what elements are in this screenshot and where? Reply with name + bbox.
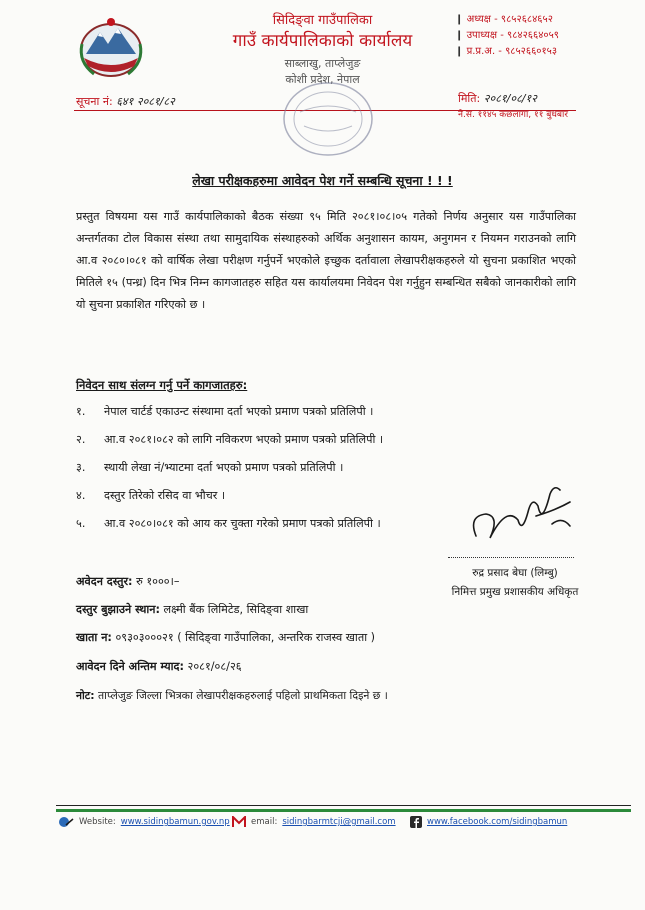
footer-website	[58, 816, 230, 828]
deadline-value: २०८१/०८/२६	[187, 660, 242, 673]
note-value: ताप्लेजुङ जिल्ला भित्रका लेखापरीक्षकहरुलाई पहिलो प्राथमिकता दिइने छ ।	[98, 689, 388, 702]
office-province: कोशी प्रदेश, नेपाल	[285, 73, 360, 86]
signature-line	[448, 557, 574, 558]
footer-facebook	[410, 816, 567, 828]
fee-label: अवेदन दस्तुर:	[76, 575, 133, 588]
footer-green-bar	[56, 809, 631, 812]
account-label: खाता न:	[76, 631, 112, 644]
office-name: गाउँ कार्यपालिकाको कार्यालय	[232, 31, 413, 51]
requirement-number: ५.	[76, 517, 86, 530]
requirement-item	[76, 460, 343, 475]
office-stamp	[278, 76, 378, 162]
requirement-item	[76, 432, 383, 447]
notice-note	[76, 688, 388, 703]
deadline-label: आवेदन दिने अन्तिम म्याद:	[76, 660, 184, 673]
requirement-number: ४.	[76, 489, 86, 502]
office-address: साब्लाखु, ताप्लेजुङ	[284, 57, 361, 70]
municipality-name: सिदिङ्वा गाउँपालिका	[272, 13, 373, 28]
date-label: मिति:	[458, 92, 481, 105]
website-link[interactable]: www.sidingbamun.gov.np	[120, 817, 230, 827]
contact-chairperson: ❙ अध्यक्ष - ९८५२६८४६५२	[455, 12, 559, 28]
contact-vice-chairperson: ❙ उपाध्यक्ष - ९८४२६६४०५९	[455, 28, 559, 44]
requirement-number: १.	[76, 405, 86, 418]
requirement-text: दस्तुर तिरेको रसिद वा भौचर ।	[104, 489, 226, 502]
website-label: Website:	[79, 817, 116, 827]
facebook-link[interactable]: www.facebook.com/sidingbamun	[427, 817, 568, 827]
mail-icon	[232, 816, 246, 828]
signature-scribble	[466, 476, 578, 558]
requirement-text: आ.व २०८०।०८१ को आय कर चुक्ता गरेको प्रमाण पत्रको प्रतिलिपी ।	[104, 517, 381, 530]
contact-cao: ❙ प्र.प्र.अ. - ९८५२६६०१५३	[455, 44, 559, 60]
requirements-title: निवेदन साथ संलग्न गर्नु पर्ने कागजातहरु:	[76, 378, 248, 392]
requirement-item	[76, 404, 373, 419]
globe-icon	[58, 816, 74, 828]
note-label: नोट:	[76, 689, 95, 702]
email-link[interactable]: sidingbarmtcji@gmail.com	[282, 817, 396, 827]
account-number	[76, 630, 375, 645]
account-value: ०९३०३०००२१ ( सिदिङ्वा गाउँपालिका, अन्तरिक राजस्व खाता )	[115, 631, 376, 644]
application-fee	[76, 574, 179, 589]
bank-label: दस्तुर बुझाउने स्थान:	[76, 603, 160, 616]
requirement-number: ३.	[76, 461, 86, 474]
email-label: email:	[251, 817, 278, 827]
signatory-title: निमित्त प्रमुख प्रशासकीय अधिकृत	[451, 586, 579, 598]
signatory-name: रुद्र प्रसाद बेघा (लिम्बु)	[472, 567, 558, 579]
facebook-icon	[410, 816, 422, 828]
notice-subject: लेखा परीक्षकहरुमा आवेदन पेश गर्ने सम्बन्धि सूचना ! ! !	[192, 173, 453, 188]
notice-date	[458, 91, 537, 106]
application-deadline	[76, 659, 242, 674]
footer-divider	[56, 805, 631, 806]
fee-value: रु १०००।–	[136, 575, 180, 588]
requirement-text: स्थायी लेखा नं/भ्याटमा दर्ता भएको प्रमाण पत्रको प्रतिलिपी ।	[104, 461, 344, 474]
requirement-item	[76, 516, 381, 531]
requirement-number: २.	[76, 433, 86, 446]
date-value: २०८१/०८/१२	[483, 92, 537, 105]
notice-number	[76, 94, 175, 109]
footer-email	[232, 816, 396, 828]
requirement-text: आ.व २०८१।०८२ को लागि नविकरण भएको प्रमाण पत्रको प्रतिलिपी ।	[104, 433, 384, 446]
requirement-item	[76, 488, 225, 503]
requirement-text: नेपाल चार्टर्ड एकाउन्ट संस्थामा दर्ता भएको प्रमाण पत्रको प्रतिलिपी ।	[104, 405, 374, 418]
contact-list	[455, 12, 559, 60]
notice-number-value: ६४१ २०८१/८२	[116, 95, 175, 108]
notice-number-label: सूचना नं:	[76, 95, 113, 108]
notice-body: प्रस्तुत विषयमा यस गाउँ कार्यपालिकाको बैठक संख्या ९५ मिति २०८१।०८।०५ गतेको निर्णय अनुसार यस गाउँपालिका अन्तर्गतका टोल विकास संस्था तथा सामुदायिक संस्थाहरुको अर्थिक अनुशासन कायम, अनुगमन र नियमन गराउनको लागि आ.व २०८०।०८१ को वार्षिक लेखा परीक्षण गर्नुपर्ने भएकोले इच्छुक दर्तावाला लेखापरीक्षकहरुले यो सुचना प्रकाशित भएको मितिले १५ (पन्ध्र) दिन भित्र निम्न कागजातहरु सहित यस कार्यालयमा निवेदन पेश गर्नुहुन सम्बन्धित सबैको जानकारीको लागि यो सुचना प्रकाशित गरिएको छ ।	[76, 210, 576, 311]
nepal-sambat-date: ने.स. ११४५ कछलागा, ११ बुधबार	[458, 110, 569, 120]
bank-value: लक्ष्मी बैंक लिमिटेड, सिदिङ्वा शाखा	[163, 603, 309, 616]
payment-location	[76, 602, 308, 617]
